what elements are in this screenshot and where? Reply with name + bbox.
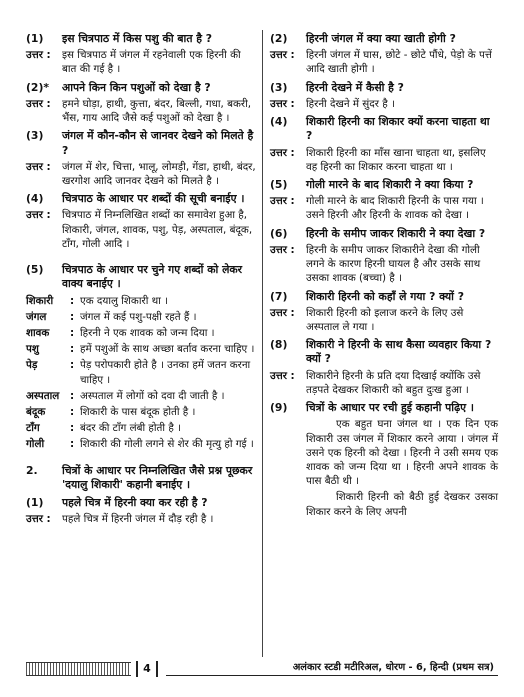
question xyxy=(26,32,256,46)
sentence-item xyxy=(26,405,256,419)
word-term: बंदूक xyxy=(26,406,46,418)
word-term: जंगल xyxy=(26,310,47,323)
answer-label: उत्तर : xyxy=(270,146,295,159)
spacer xyxy=(26,251,256,259)
question xyxy=(26,464,256,493)
question-text: चित्रपाठ के आधार पर शब्दों की सूची बनाईए । xyxy=(62,192,245,206)
question xyxy=(270,81,498,95)
answer-label: उत्तर : xyxy=(270,369,295,382)
word-sentence: शिकारी की गोली लगने से शेर की मृत्यु हो गई । xyxy=(80,438,254,451)
story-paragraph: एक बहुत घना जंगल था । एक दिन एक शिकारी उस जंगल में शिकार करने आया । जंगल में उसने एक हिरनी को देखा । हिरनी ने उसी समय एक शावक को जन्म दिया था । हिरनी अपने शावक के पास बैठी थी । xyxy=(306,418,498,488)
answer-text: हिरनी देखने में सुंदर है । xyxy=(306,97,395,110)
sentence-item xyxy=(26,437,256,451)
question xyxy=(26,496,256,510)
separator: : xyxy=(70,422,75,435)
answer-text: इस चित्रपाठ में जंगल में रहनेवाली एक हिरनी की बात की गई है । xyxy=(62,49,241,76)
question xyxy=(270,290,498,304)
answer xyxy=(26,97,256,125)
answer xyxy=(26,48,256,76)
answer-label: उत्तर : xyxy=(270,49,295,62)
answer-text: पहले चित्र में हिरनी जंगल में दौड़ रही है । xyxy=(62,513,214,526)
question-number: (2)* xyxy=(26,80,50,94)
question-text: इस चित्रपाठ में किस पशु की बात है ? xyxy=(62,32,213,45)
word-term: पशु xyxy=(26,343,39,356)
word-sentence: हमें पशुओं के साथ अच्छा बर्ताव करना चाहिए । xyxy=(80,343,255,356)
question-number: (5) xyxy=(270,178,288,192)
answer-text: जंगल में शेर, चित्ता, भालू, लोमड़ी, गेंडा, हाथी, बंदर, खरगोश आदि जानवर देखने को मिलते है । xyxy=(62,160,256,188)
question xyxy=(26,192,256,206)
page-number: 4 xyxy=(136,661,158,677)
answer-label: उत्तर : xyxy=(26,209,51,222)
word-sentence: बंदर की टाँग लंबी होती है । xyxy=(80,422,181,435)
sentence-item xyxy=(26,421,256,435)
question xyxy=(270,32,498,46)
sentence-item xyxy=(26,342,256,356)
question-text: जंगल में कौन-कौन से जानवर देखने को मिलते है ? xyxy=(62,129,254,157)
answer xyxy=(270,306,498,334)
separator: : xyxy=(70,310,75,323)
answer-text: शिकारीने हिरनी के प्रति दया दिखाई क्योंकि उसे तड़पते देखकर शिकारी को बहुत दुःख हुआ । xyxy=(306,369,481,396)
word-sentence: जंगल में कई पशु-पक्षी रहते हैं । xyxy=(80,310,197,323)
word-term: टाँग xyxy=(26,422,40,435)
question xyxy=(270,115,498,144)
answer xyxy=(26,160,256,188)
question-text: आपने किन किन पशुओं को देखा है ? xyxy=(62,80,211,94)
separator: : xyxy=(70,406,75,418)
question-number: (7) xyxy=(270,289,288,303)
answer-label: उत्तर : xyxy=(26,513,51,526)
answer-text: हमने घोड़ा, हाथी, कुत्ता, बंदर, बिल्ली, गधा, बकरी, भैंस, गाय आदि जैसे कई पशुओं को देखा है । xyxy=(62,97,252,125)
question-number: (3) xyxy=(26,129,44,143)
answer-text: शिकारी हिरनी को इलाज करने के लिए उसे अस्पताल ले गया । xyxy=(306,306,464,333)
word-term: अस्पताल xyxy=(26,389,60,402)
question-text: चित्रों के आधार पर रची हुई कहानी पढ़िए । xyxy=(306,401,474,415)
question-text: हिरनी जंगल में क्या क्या खाती होगी ? xyxy=(306,32,456,45)
answer-label: उत्तर : xyxy=(270,97,295,110)
story-text xyxy=(270,417,498,518)
sentence-item xyxy=(26,358,256,386)
footer-title: अलंकार स्टडी मटीरिअल, धोरण - 6, हिन्दी (प्रथम सत्र) xyxy=(166,661,498,676)
word-term: शिकारी xyxy=(26,294,54,307)
question-number: (2) xyxy=(270,32,288,45)
answer-label: उत्तर : xyxy=(26,97,51,110)
question-text: गोली मारने के बाद शिकारी ने क्या किया ? xyxy=(306,178,474,192)
separator: : xyxy=(70,359,75,372)
question-text: चित्रपाठ के आधार पर चुने गए शब्दों को लेकर वाक्य बनाईए । xyxy=(62,263,243,291)
question-text: चित्रों के आधार पर निम्नलिखित जैसे प्रश्न पूछकर 'दयालु शिकारी' कहानी बनाईए । xyxy=(62,463,253,491)
word-term: पेड़ xyxy=(26,359,38,372)
story-paragraph: शिकारी हिरनी को बैठी हुई देखकर उसका शिकार करने के लिए अपनी xyxy=(306,491,498,518)
footer-stripe xyxy=(26,662,131,676)
spacer xyxy=(26,452,256,460)
answer xyxy=(26,512,256,526)
word-term: शावक xyxy=(26,326,50,339)
answer-text: शिकारी हिरनी का माँस खाना चाहता था, इसलिए वह हिरनी का शिकार करना चाहता था । xyxy=(306,146,486,173)
answer-text: हिरनी जंगल में घास, छोटे - छोटे पौंधे, पेड़ो के पत्तें आदि खाती होगी । xyxy=(306,49,492,76)
question xyxy=(26,129,256,158)
answer xyxy=(270,369,498,397)
question-number: 2. xyxy=(26,463,38,477)
question xyxy=(270,401,498,415)
question-text: हिरनी देखने में कैसी है ? xyxy=(306,80,404,94)
right-column xyxy=(270,28,498,519)
word-term: गोली xyxy=(26,438,45,451)
question-number: (4) xyxy=(270,115,288,129)
answer-text: हिरनी के समीप जाकर शिकारीने देखा की गोली लगने के कारण हिरनी घायल है और उसके साथ उसका शावक (बच्चा) है । xyxy=(306,243,481,285)
question-text: हिरनी के समीप जाकर शिकारी ने क्या देखा ? xyxy=(306,226,486,240)
page-footer xyxy=(26,662,498,676)
answer-label: उत्तर : xyxy=(270,195,295,208)
separator: : xyxy=(70,343,75,356)
question-text: पहले चित्र में हिरनी क्या कर रही है ? xyxy=(62,496,208,510)
separator: : xyxy=(70,326,75,339)
question-number: (5) xyxy=(26,263,44,277)
separator: : xyxy=(70,389,75,402)
answer xyxy=(270,97,498,111)
answer-text: चित्रपाठ में निम्नलिखित शब्दों का समावेश हुआ है, शिकारी, जंगल, शावक, पशु, पेड़, अस्पताल, बंदूक, टाँग, गोली आदि । xyxy=(62,209,253,250)
question-number: (4) xyxy=(26,192,44,206)
answer-text: गोली मारने के बाद शिकारी हिरनी के पास गया । उसने हिरनी और हिरनी के शावक को देखा । xyxy=(306,195,484,222)
word-sentence: अस्पताल में लोगों को दवा दी जाती है । xyxy=(80,389,225,402)
word-sentence: एक दयालु शिकारी था । xyxy=(80,294,169,307)
word-sentence: हिरनी ने एक शावक को जन्म दिया । xyxy=(80,326,215,339)
sentence-item xyxy=(26,294,256,308)
answer xyxy=(270,146,498,174)
question-text: शिकारी ने हिरनी के साथ कैसा व्यवहार किया ? क्यों ? xyxy=(306,338,492,366)
question-number: (3) xyxy=(270,80,288,94)
question-text: शिकारी हिरनी को कहाँ ले गया ? क्यों ? xyxy=(306,289,464,303)
separator: : xyxy=(70,438,75,451)
answer-label: उत्तर : xyxy=(270,243,295,256)
column-divider xyxy=(262,30,263,657)
question-number: (1) xyxy=(26,496,44,510)
answer xyxy=(270,48,498,76)
question-number: (6) xyxy=(270,226,288,240)
answer xyxy=(270,194,498,222)
question-number: (8) xyxy=(270,338,288,352)
question-number: (1) xyxy=(26,32,44,45)
question xyxy=(26,81,256,95)
word-sentence: शिकारी के पास बंदूक होती है । xyxy=(80,406,196,418)
answer-label: उत्तर : xyxy=(270,306,295,319)
separator: : xyxy=(70,294,75,307)
question xyxy=(270,227,498,241)
sentence-item xyxy=(26,310,256,324)
sentence-item xyxy=(26,326,256,340)
question-text: शिकारी हिरनी का शिकार क्यों करना चाहता था ? xyxy=(306,115,490,143)
question xyxy=(270,178,498,192)
question xyxy=(270,338,498,367)
question xyxy=(26,263,256,292)
word-sentence: पेड़ परोपकारी होते है । उनका हमें जतन करना चाहिए । xyxy=(80,359,251,386)
answer-label: उत्तर : xyxy=(26,160,51,173)
answer xyxy=(26,208,256,251)
question-number: (9) xyxy=(270,401,288,415)
sentence-item xyxy=(26,389,256,403)
answer-label: उत्तर : xyxy=(26,49,51,62)
answer xyxy=(270,243,498,286)
left-column xyxy=(26,28,256,527)
